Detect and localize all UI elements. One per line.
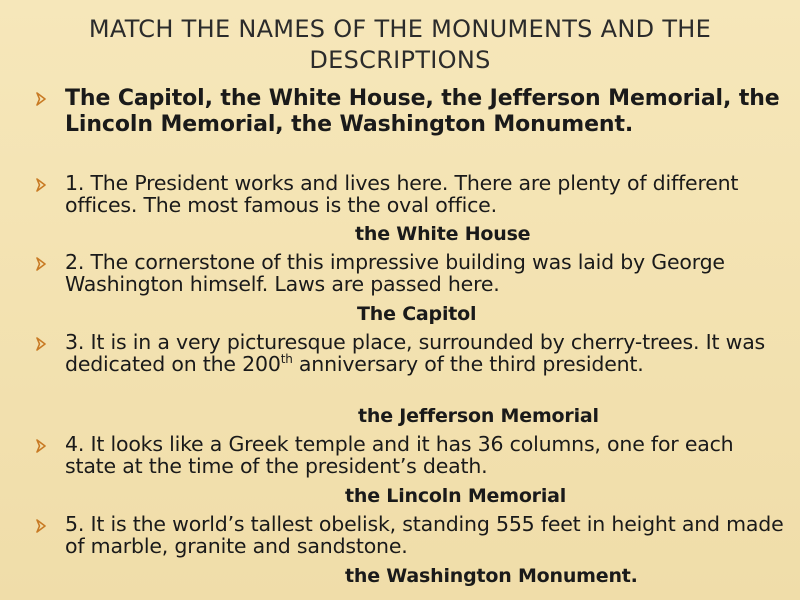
answer-2: The Capitol	[357, 303, 477, 325]
description-4: 4. It looks like a Greek temple and it has 36 columns, one for each state at the time of the president’s death.	[65, 432, 734, 478]
bullet-arrow-icon	[35, 439, 47, 453]
description-5: 5. It is the world’s tallest obelisk, standing 555 feet in height and made of marble, granite and sandstone.	[65, 512, 784, 558]
bullet-arrow-icon	[35, 257, 47, 271]
slide-title: MATCH THE NAMES OF THE MONUMENTS AND THE DESCRIPTIONS	[88, 15, 712, 74]
description-2: 2. The cornerstone of this impressive building was laid by George Washington himself. Laws are passed here.	[65, 250, 725, 296]
description-3-end: anniversary of the third president.	[292, 352, 644, 376]
description-3	[65, 331, 785, 375]
bullet-arrow-icon	[35, 178, 47, 192]
bullet-arrow-icon	[35, 519, 47, 533]
superscript-th: th	[280, 352, 293, 366]
answer-4: the Lincoln Memorial	[345, 485, 567, 507]
bullet-arrow-icon	[35, 337, 47, 351]
bullet-arrow-icon	[35, 92, 47, 106]
description-3-start: 3. It is in a very picturesque place, surrounded by cherry-trees. It was dedicated on the 200	[65, 330, 766, 376]
answer-5: the Washington Monument.	[345, 565, 638, 587]
answer-3: the Jefferson Memorial	[358, 405, 599, 427]
intro-names: The Capitol, the White House, the Jefferson Memorial, the Lincoln Memorial, the Washington Monument.	[65, 86, 780, 137]
answer-1: the White House	[355, 223, 531, 245]
description-1: 1. The President works and lives here. There are plenty of different offices. The most famous is the oval office.	[65, 171, 739, 217]
